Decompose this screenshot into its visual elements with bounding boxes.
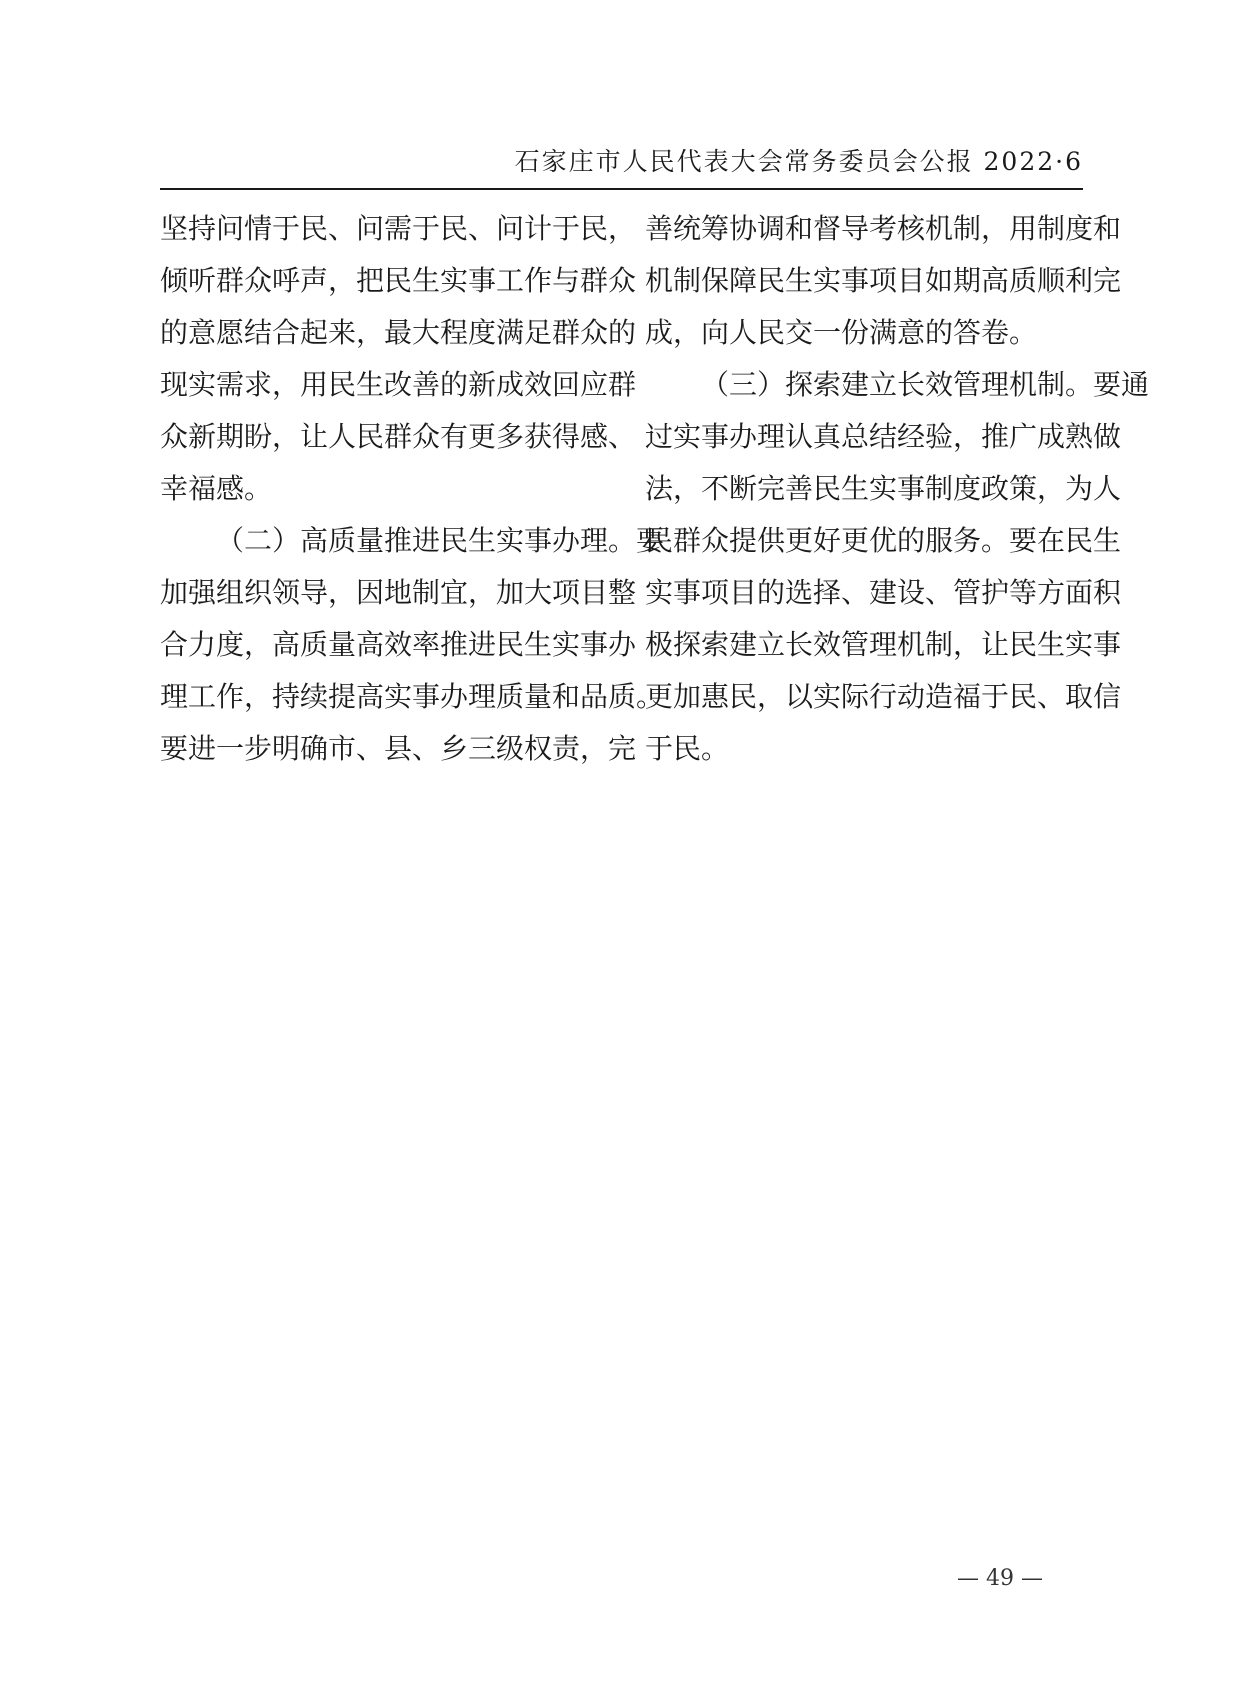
paragraph-line: 机制保障民生实事项目如期高质顺利完 — [645, 264, 1122, 297]
paragraph-line: 幸福感。 — [160, 472, 273, 505]
paragraph-line: 要进一步明确市、县、乡三级权责，完 — [160, 732, 637, 765]
page-number: — 49 — — [957, 1566, 1043, 1591]
paragraph-line: 更加惠民，以实际行动造福于民、取信 — [645, 680, 1122, 713]
journal-header: 石家庄市人民代表大会常务委员会公报 2022·6 — [514, 147, 1083, 176]
paragraph-line: 理工作，持续提高实事办理质量和品质。 — [160, 680, 665, 713]
paragraph-line: 成，向人民交一份满意的答卷。 — [645, 316, 1038, 349]
left-text-column — [160, 203, 665, 775]
paragraph-line: 合力度，高质量高效率推进民生实事办 — [160, 628, 637, 661]
paragraph-line: 的意愿结合起来，最大程度满足群众的 — [160, 316, 637, 349]
paragraph-line: 实事项目的选择、建设、管护等方面积 — [645, 576, 1122, 609]
header-divider — [160, 188, 1083, 190]
paragraph-line: 现实需求，用民生改善的新成效回应群 — [160, 368, 637, 401]
section-heading-line: （三）探索建立长效管理机制。要通 — [701, 368, 1150, 401]
paragraph-line: 法，不断完善民生实事制度政策，为人 — [645, 472, 1122, 505]
paragraph-line: 倾听群众呼声，把民生实事工作与群众 — [160, 264, 637, 297]
paragraph-line: 众新期盼，让人民群众有更多获得感、 — [160, 420, 637, 453]
right-text-column — [645, 203, 1150, 775]
paragraph-line: 于民。 — [645, 732, 730, 765]
paragraph-line: 坚持问情于民、问需于民、问计于民， — [160, 212, 637, 245]
paragraph-line: 民群众提供更好更优的服务。要在民生 — [645, 524, 1122, 557]
paragraph-line: 极探索建立长效管理机制，让民生实事 — [645, 628, 1122, 661]
paragraph-line: 善统筹协调和督导考核机制，用制度和 — [645, 212, 1122, 245]
section-heading-line: （二）高质量推进民生实事办理。要 — [216, 524, 665, 557]
paragraph-line: 加强组织领导，因地制宜，加大项目整 — [160, 576, 637, 609]
paragraph-line: 过实事办理认真总结经验，推广成熟做 — [645, 420, 1122, 453]
